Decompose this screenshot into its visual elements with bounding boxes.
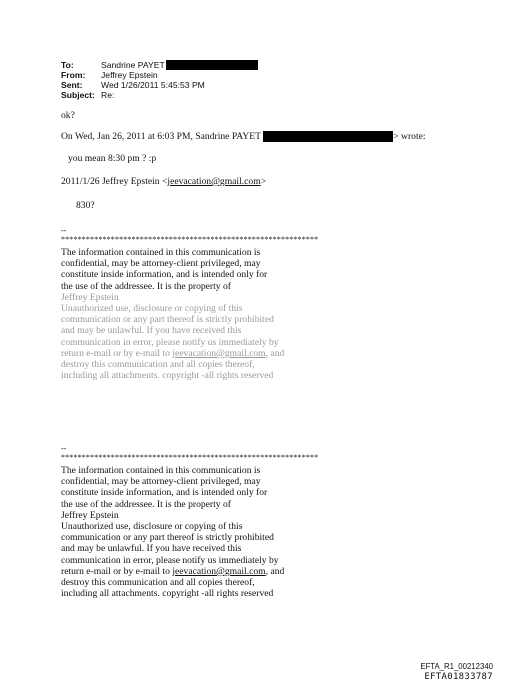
from-value: Jeffrey Epstein <box>101 70 158 80</box>
disclaimer-line: communication in error, please notify us immediately by <box>61 554 279 566</box>
redaction-box <box>166 60 258 70</box>
disclaimer-line: Jeffrey Epstein <box>61 509 119 521</box>
disclaimer-block <box>61 465 284 599</box>
subject-row <box>61 90 258 100</box>
disclaimer-line: Unauthorized use, disclosure or copying of this <box>61 521 243 533</box>
disclaimer-line: and may be unlawful. If you have received this <box>61 325 242 337</box>
from-row <box>61 70 258 80</box>
quoted-intro-suffix: > <box>260 176 267 187</box>
quoted-intro-prefix: 2011/1/26 Jeffrey Epstein < <box>61 176 168 187</box>
disclaimer-text: return e-mail or by e-mail to <box>61 565 173 577</box>
disclaimer-text: , and <box>265 347 285 359</box>
disclaimer-line: Jeffrey Epstein <box>61 291 119 303</box>
disclaimer-block <box>61 247 284 381</box>
disclaimer-text: , and <box>265 565 285 577</box>
disclaimer-line: communication or any part thereof is strictly prohibited <box>61 532 274 544</box>
sent-row <box>61 80 258 90</box>
quote-intro-before: On Wed, Jan 26, 2011 at 6:03 PM, Sandrine PAYET <box>61 131 261 142</box>
disclaimer-line: Unauthorized use, disclosure or copying of this <box>61 303 243 315</box>
quoted-intro <box>61 176 266 187</box>
disclaimer-line: including all attachments. copyright -all rights reserved <box>61 370 274 382</box>
to-label: To: <box>61 60 74 70</box>
from-label: From: <box>61 70 86 80</box>
to-row <box>61 60 258 70</box>
disclaimer-line <box>61 566 284 577</box>
quoted-original: 830? <box>76 200 95 211</box>
disclaimer-line: and may be unlawful. If you have received this <box>61 543 242 555</box>
disclaimer-line: communication in error, please notify us immediately by <box>61 336 279 348</box>
subject-label: Subject: <box>61 90 95 100</box>
signature-stars: ************************************************************** <box>61 235 319 244</box>
disclaimer-line: including all attachments. copyright -all rights reserved <box>61 588 274 600</box>
quoted-reply: you mean 8:30 pm ? :p <box>68 153 157 164</box>
email-header <box>61 60 258 100</box>
email-link[interactable]: jeevacation@gmail.com <box>172 347 266 359</box>
signature-stars: ************************************************************** <box>61 453 319 462</box>
quote-intro-after: > wrote: <box>393 131 426 142</box>
disclaimer-line: constitute inside information, and is intended only for <box>61 487 268 499</box>
disclaimer-line <box>61 348 284 359</box>
disclaimer-line: the use of the addressee. It is the property of <box>61 280 231 292</box>
disclaimer-line: The information contained in this communication is <box>61 465 261 476</box>
sent-label: Sent: <box>61 80 83 90</box>
email-link[interactable]: jeevacation@gmail.com <box>167 176 261 187</box>
disclaimer-line: confidential, may be attorney-client privileged, may <box>61 258 261 270</box>
to-value: Sandrine PAYET <box>101 60 165 70</box>
signature-dashes: -- <box>61 226 67 235</box>
bates-number-secondary: EFTA01833787 <box>424 672 493 682</box>
subject-value: Re: <box>101 90 115 100</box>
disclaimer-line: The information contained in this communication is <box>61 247 261 258</box>
signature-dashes: -- <box>61 444 67 453</box>
disclaimer-line: communication or any part thereof is strictly prohibited <box>61 314 274 326</box>
disclaimer-line: the use of the addressee. It is the property of <box>61 498 231 510</box>
disclaimer-line: destroy this communication and all copies thereof, <box>61 359 255 371</box>
sent-value: Wed 1/26/2011 5:45:53 PM <box>101 80 205 90</box>
disclaimer-text: return e-mail or by e-mail to <box>61 347 173 359</box>
reply-text: ok? <box>61 110 75 121</box>
disclaimer-line: confidential, may be attorney-client privileged, may <box>61 476 261 488</box>
email-link[interactable]: jeevacation@gmail.com <box>172 565 266 577</box>
disclaimer-line: destroy this communication and all copies thereof, <box>61 577 255 589</box>
bates-number-primary: EFTA_R1_00212340 <box>420 662 493 671</box>
quote-intro <box>61 131 426 142</box>
disclaimer-line: constitute inside information, and is intended only for <box>61 269 268 281</box>
redaction-box <box>263 131 393 142</box>
